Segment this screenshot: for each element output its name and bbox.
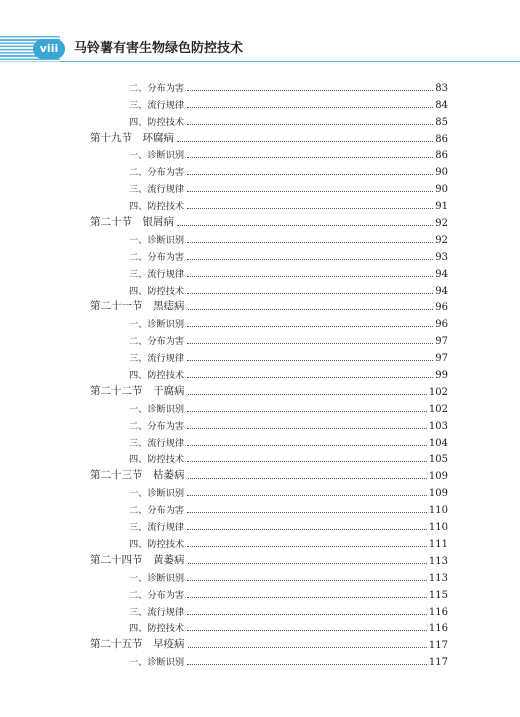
dot-leader [188,309,434,310]
toc-entry-page-number: 102 [428,386,448,398]
toc-subsection-entry[interactable] [90,482,448,499]
toc-entry-page-number: 117 [428,640,448,652]
toc-subsection-entry[interactable] [90,398,448,415]
toc-entry-label: 第二十节 银屑病 [90,216,174,229]
toc-entry-page-number: 86 [435,133,448,145]
dot-leader [188,563,427,564]
toc-entry-page-number: 116 [428,623,448,635]
toc-section-entry[interactable] [90,212,448,229]
toc-entry-page-number: 97 [435,336,448,348]
toc-entry-page-number: 90 [435,167,448,179]
dot-leader [187,630,427,631]
toc-section-entry[interactable] [90,381,448,398]
toc-subsection-entry[interactable] [90,567,448,584]
toc-subsection-entry[interactable] [90,330,448,347]
dot-leader [187,411,427,412]
toc-entry-page-number: 93 [435,251,448,263]
toc-entry-label: 二、分布为害 [129,589,185,601]
toc-subsection-entry[interactable] [90,601,448,618]
dot-leader [187,461,427,462]
toc-subsection-entry[interactable] [90,651,448,668]
dot-leader [187,191,433,192]
toc-subsection-entry[interactable] [90,432,448,449]
toc-entry-label: 四、防控技术 [129,538,185,550]
toc-subsection-entry[interactable] [90,111,448,128]
dot-leader [187,343,433,344]
dot-leader [187,174,433,175]
toc-entry-page-number: 116 [428,606,448,618]
toc-entry-page-number: 85 [435,116,448,128]
toc-entry-label: 二、分布为害 [129,82,185,94]
toc-entry-label: 三、流行规律 [129,184,185,196]
dot-leader [187,428,427,429]
dot-leader [187,597,427,598]
toc-entry-page-number: 96 [435,319,448,331]
toc-subsection-entry[interactable] [90,584,448,601]
toc-entry-label: 三、流行规律 [129,437,185,449]
toc-entry-page-number: 113 [428,555,448,567]
dot-leader [187,276,433,277]
toc-section-entry[interactable] [90,465,448,482]
toc-section-entry[interactable] [90,297,448,314]
dot-leader [187,512,427,513]
toc-entry-label: 三、流行规律 [129,353,185,365]
dot-leader [187,124,433,125]
dot-leader [188,394,427,395]
toc-subsection-entry[interactable] [90,94,448,111]
toc-entry-label: 二、分布为害 [129,167,185,179]
dot-leader [187,580,427,581]
toc-subsection-entry[interactable] [90,145,448,162]
toc-entry-label: 一、诊断识别 [129,488,185,500]
toc-entry-label: 一、诊断识别 [129,234,185,246]
toc-subsection-entry[interactable] [90,77,448,94]
dot-leader [177,141,433,142]
toc-entry-label: 二、分布为害 [129,251,185,263]
toc-subsection-entry[interactable] [90,246,448,263]
dot-leader [187,546,427,547]
dot-leader [188,647,427,648]
toc-section-entry[interactable] [90,634,448,651]
toc-subsection-entry[interactable] [90,229,448,246]
toc-entry-label: 一、诊断识别 [129,403,185,415]
toc-entry-label: 三、流行规律 [129,606,185,618]
dot-leader [187,495,427,496]
toc-subsection-entry[interactable] [90,280,448,297]
toc-subsection-entry[interactable] [90,415,448,432]
toc-entry-label: 四、防控技术 [129,285,185,297]
toc-entry-page-number: 113 [428,572,448,584]
toc-entry-page-number: 84 [435,99,448,111]
toc-subsection-entry[interactable] [90,313,448,330]
dot-leader [187,360,433,361]
toc-entry-page-number: 86 [435,150,448,162]
toc-entry-page-number: 92 [435,218,448,230]
toc-subsection-entry[interactable] [90,516,448,533]
toc-entry-label: 四、防控技术 [129,454,185,466]
toc-entry-page-number: 83 [435,82,448,94]
dot-leader [187,326,433,327]
dot-leader [187,529,427,530]
toc-entry-page-number: 96 [435,302,448,314]
toc-entry-page-number: 105 [428,454,448,466]
toc-entry-page-number: 99 [435,370,448,382]
toc-entry-label: 第二十一节 黑痣病 [90,300,185,313]
toc-entry-label: 四、防控技术 [129,201,185,213]
toc-entry-page-number: 94 [435,285,448,297]
dot-leader [187,90,433,91]
dot-leader [187,242,433,243]
dot-leader [187,445,427,446]
toc-entry-page-number: 103 [428,420,448,432]
page-number-badge: viii [33,39,65,59]
toc-entry-label: 四、防控技术 [129,623,185,635]
toc-subsection-entry[interactable] [90,449,448,466]
table-of-contents [90,77,448,668]
toc-entry-label: 第二十四节 黄萎病 [90,553,185,566]
toc-section-entry[interactable] [90,128,448,145]
toc-entry-page-number: 92 [435,234,448,246]
toc-entry-label: 一、诊断识别 [129,572,185,584]
toc-entry-page-number: 109 [428,471,448,483]
toc-subsection-entry[interactable] [90,618,448,635]
toc-entry-label: 第二十三节 枯萎病 [90,469,185,482]
page-header [0,32,520,66]
toc-subsection-entry[interactable] [90,263,448,280]
toc-entry-label: 二、分布为害 [129,505,185,517]
dot-leader [188,478,427,479]
toc-entry-page-number: 91 [435,201,448,213]
toc-entry-page-number: 94 [435,268,448,280]
toc-subsection-entry[interactable] [90,195,448,212]
dot-leader [187,157,433,158]
dot-leader [187,208,433,209]
dot-leader [187,664,427,665]
toc-entry-page-number: 111 [428,538,448,550]
toc-entry-label: 第二十二节 干腐病 [90,384,185,397]
toc-entry-page-number: 117 [428,657,448,669]
toc-entry-page-number: 110 [428,505,448,517]
book-title: 马铃薯有害生物绿色防控技术 [74,41,244,56]
toc-entry-label: 二、分布为害 [129,336,185,348]
toc-entry-label: 四、防控技术 [129,116,185,128]
toc-entry-label: 三、流行规律 [129,268,185,280]
toc-subsection-entry[interactable] [90,364,448,381]
toc-entry-label: 二、分布为害 [129,420,185,432]
dot-leader [187,259,433,260]
toc-entry-label: 一、诊断识别 [129,150,185,162]
dot-leader [187,614,427,615]
toc-subsection-entry[interactable] [90,533,448,550]
toc-entry-page-number: 110 [428,522,448,534]
toc-subsection-entry[interactable] [90,499,448,516]
dot-leader [187,107,433,108]
toc-entry-page-number: 115 [428,589,448,601]
toc-entry-page-number: 90 [435,184,448,196]
toc-entry-page-number: 104 [428,437,448,449]
dot-leader [177,225,433,226]
toc-section-entry[interactable] [90,550,448,567]
header-rule [60,61,520,62]
toc-entry-page-number: 102 [428,403,448,415]
toc-entry-label: 一、诊断识别 [129,319,185,331]
toc-subsection-entry[interactable] [90,178,448,195]
dot-leader [187,293,433,294]
toc-entry-label: 四、防控技术 [129,370,185,382]
toc-entry-label: 三、流行规律 [129,99,185,111]
toc-subsection-entry[interactable] [90,161,448,178]
toc-entry-label: 第十九节 环腐病 [90,131,174,144]
toc-entry-label: 一、诊断识别 [129,657,185,669]
toc-entry-page-number: 97 [435,353,448,365]
toc-entry-label: 第二十五节 早疫病 [90,638,185,651]
toc-subsection-entry[interactable] [90,347,448,364]
toc-entry-label: 三、流行规律 [129,522,185,534]
dot-leader [187,377,433,378]
toc-entry-page-number: 109 [428,488,448,500]
